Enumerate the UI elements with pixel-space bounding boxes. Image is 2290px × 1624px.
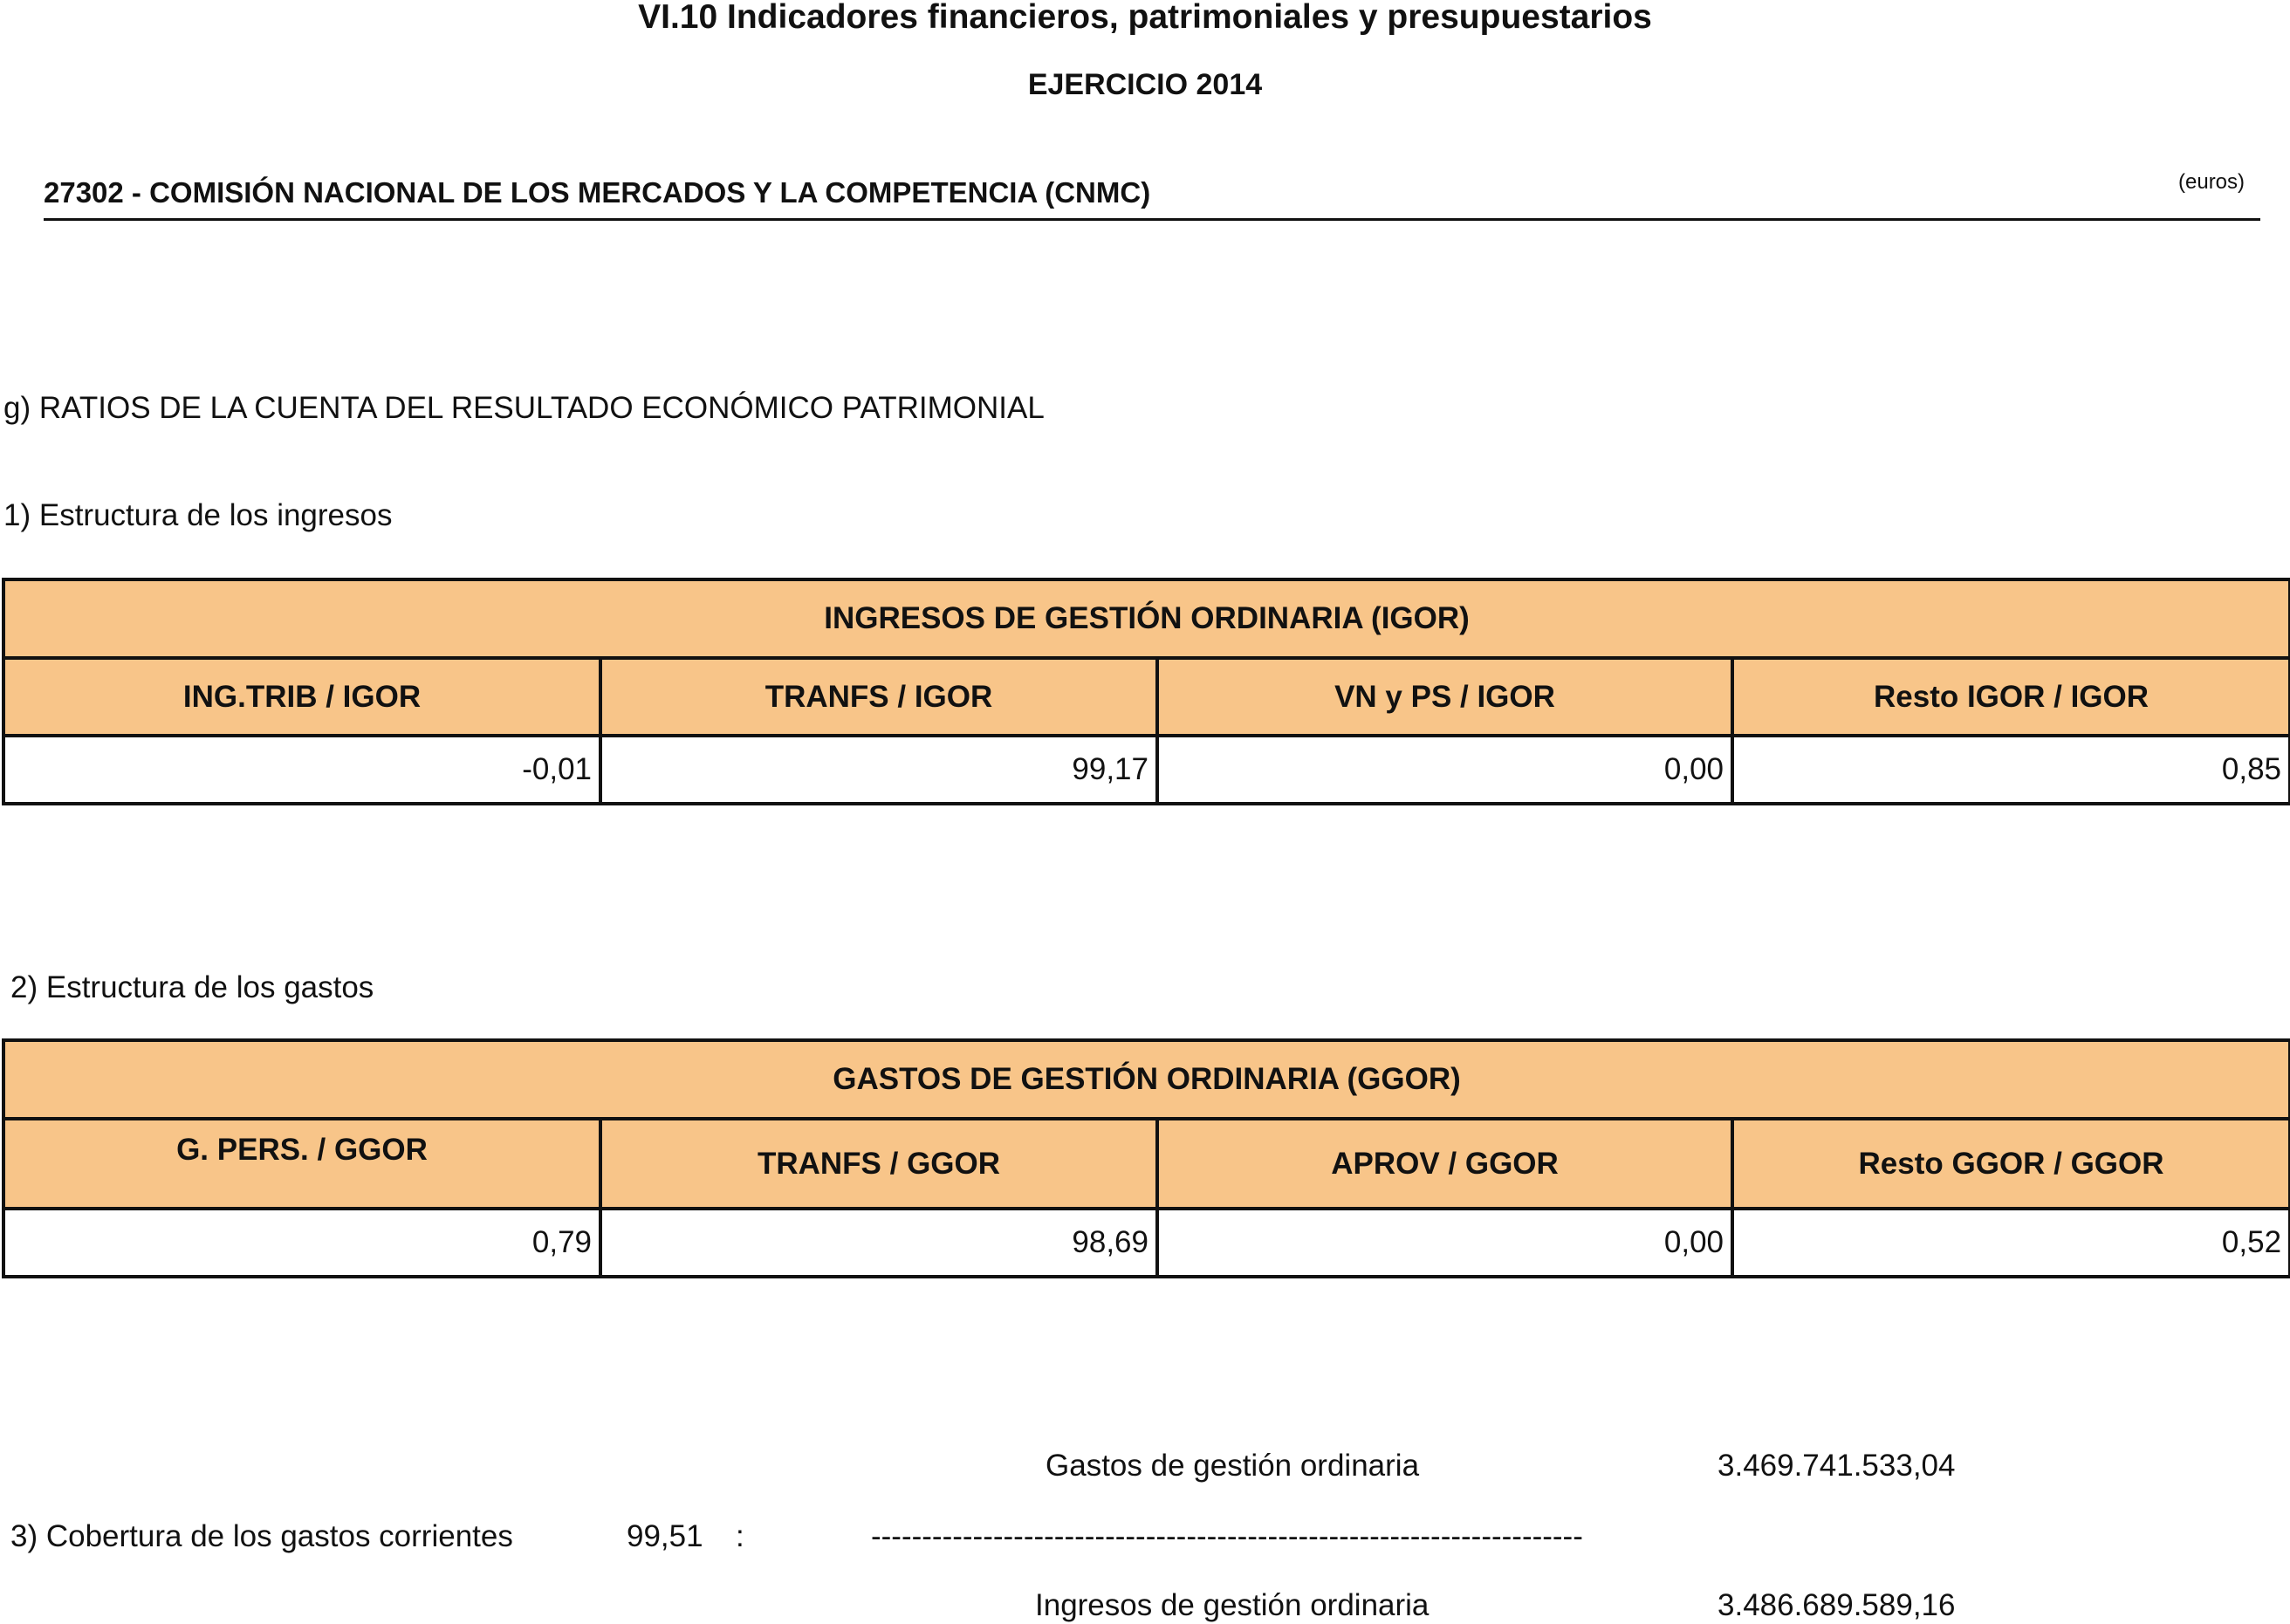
column-header: Resto GGOR / GGOR bbox=[1732, 1119, 2290, 1209]
header-divider bbox=[44, 218, 2260, 221]
denominator-value: 3.486.689.589,16 bbox=[1718, 1588, 1956, 1622]
cobertura-label: 3) Cobertura de los gastos corrientes bbox=[10, 1519, 513, 1553]
column-header: TRANFS / GGOR bbox=[600, 1119, 1157, 1209]
column-header: VN y PS / IGOR bbox=[1157, 658, 1732, 736]
column-header: Resto IGOR / IGOR bbox=[1732, 658, 2290, 736]
section-title: g) RATIOS DE LA CUENTA DEL RESULTADO ECONÓMICO PATRIMONIAL bbox=[3, 391, 1045, 425]
column-header: ING.TRIB / IGOR bbox=[3, 658, 600, 736]
ratio-value: 0,00 bbox=[1157, 1209, 1732, 1277]
ratio-value: 0,85 bbox=[1732, 736, 2290, 804]
ratio-value: 98,69 bbox=[600, 1209, 1157, 1277]
column-header: G. PERS. / GGOR bbox=[3, 1119, 600, 1209]
ingresos-table-title: INGRESOS DE GESTIÓN ORDINARIA (IGOR) bbox=[3, 579, 2290, 658]
ratio-value: 99,17 bbox=[600, 736, 1157, 804]
fraction-line: ---------------------------------------------------------------------- bbox=[871, 1519, 1583, 1553]
currency-unit: (euros) bbox=[2178, 170, 2245, 194]
cobertura-value: 99,51 bbox=[627, 1519, 703, 1553]
ratio-value: -0,01 bbox=[3, 736, 600, 804]
ratio-value: 0,00 bbox=[1157, 736, 1732, 804]
denominator-label: Ingresos de gestión ordinaria bbox=[1035, 1588, 1430, 1622]
ratio-value: 0,52 bbox=[1732, 1209, 2290, 1277]
ingresos-heading: 1) Estructura de los ingresos bbox=[3, 498, 393, 532]
column-header: TRANFS / IGOR bbox=[600, 658, 1157, 736]
numerator-value: 3.469.741.533,04 bbox=[1718, 1449, 1956, 1483]
numerator-label: Gastos de gestión ordinaria bbox=[1046, 1449, 1420, 1483]
report-title: VI.10 Indicadores financieros, patrimoniales y presupuestarios bbox=[638, 0, 1652, 36]
fiscal-year-subtitle: EJERCICIO 2014 bbox=[1027, 68, 1263, 101]
gastos-heading: 2) Estructura de los gastos bbox=[10, 970, 374, 1004]
entity-name: 27302 - COMISIÓN NACIONAL DE LOS MERCADOS Y LA COMPETENCIA (CNMC) bbox=[44, 176, 1151, 209]
cobertura-colon: : bbox=[736, 1519, 744, 1553]
ingresos-table bbox=[2, 578, 2290, 805]
column-header: APROV / GGOR bbox=[1157, 1119, 1732, 1209]
gastos-table-title: GASTOS DE GESTIÓN ORDINARIA (GGOR) bbox=[3, 1040, 2290, 1119]
ratio-value: 0,79 bbox=[3, 1209, 600, 1277]
gastos-table bbox=[2, 1038, 2290, 1278]
